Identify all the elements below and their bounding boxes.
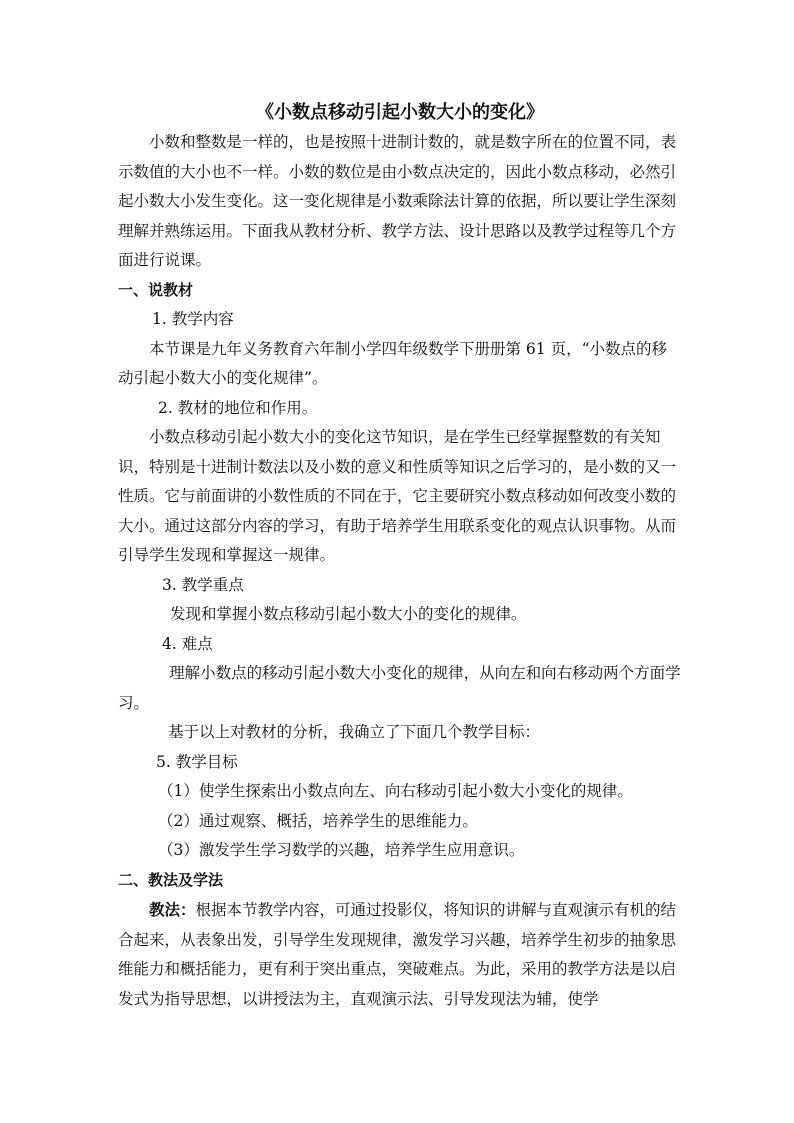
- intro-paragraph: 小数和整数是一样的，也是按照十进制计数的，就是数字所在的位置不同，表示数值的大小也不一样。小数的数位是由小数点决定的，因此小数点移动，必然引起小数大小发生变化。这一变化规律是小数乘除法计算的依据，所以要让学生深刻理解并熟练运用。下面我从教材分析、教学方法、设计思路以及教学过程等几个方面进行说课。: [118, 133, 677, 269]
- s2-body: 小数点移动引起小数大小的变化这节知识，是在学生已经掌握整数的有关知识，特别是十进制计数法以及小数的意义和性质等知识之后学习的，是小数的又一性质。它与前面讲的小数性质的不同在于，它主要研究小数点移动如何改变小数的大小。通过这部分内容的学习，有助于培养学生用联系变化的观点认识事物。从而引导学生发现和掌握这一规律。: [118, 428, 677, 564]
- s4-body: 理解小数点的移动引起小数大小变化的规律，从向左和向右移动两个方面学习。: [118, 664, 681, 712]
- s3-body: 发现和掌握小数点移动引起小数大小的变化的规律。: [170, 605, 527, 623]
- section2-heading: 二、教法及学法: [118, 870, 224, 889]
- goal-item: （1）使学生探索出小数点向左、向右移动引起小数大小变化的规律。: [158, 782, 633, 800]
- teaching-method-paragraph: [118, 895, 682, 1014]
- goal-item: （2）通过观察、概括，培养学生的思维能力。: [158, 811, 478, 830]
- basis-paragraph: 基于以上对教材的分析，我确立了下面几个教学目标：: [168, 723, 541, 741]
- s1-title: 1. 教学内容: [152, 310, 234, 328]
- teaching-method-body: 根据本节教学内容，可通过投影仪，将知识的讲解与直观演示有机的结合起来，从表象出发，引导学生发现规律，激发学习兴趣，培养学生初步的抽象思维能力和概括能力，更有利于突出重点，突破难点。为此，采用的教学方法是以启发式为指导思想，以讲授法为主，直观演示法、引导发现法为辅，使学: [118, 901, 677, 1008]
- s5-title: 5. 教学目标: [156, 752, 238, 771]
- s1-body: 本节课是九年义务教育六年制小学四年级数学下册册第 61 页，“小数点的移动引起小数大小的变化规律”。: [118, 339, 668, 387]
- section1-heading: 一、说教材: [118, 280, 194, 299]
- s3-title: 3. 教学重点: [162, 575, 244, 594]
- s2-title: 2. 教材的地位和作用。: [158, 398, 318, 417]
- s4-title: 4. 难点: [162, 634, 213, 653]
- teaching-method-lead: 教法：: [149, 900, 196, 919]
- goal-item: （3）激发学生学习数学的兴趣，培养学生应用意识。: [158, 841, 525, 859]
- document-title: 《小数点移动引起小数大小的变化》: [256, 102, 544, 123]
